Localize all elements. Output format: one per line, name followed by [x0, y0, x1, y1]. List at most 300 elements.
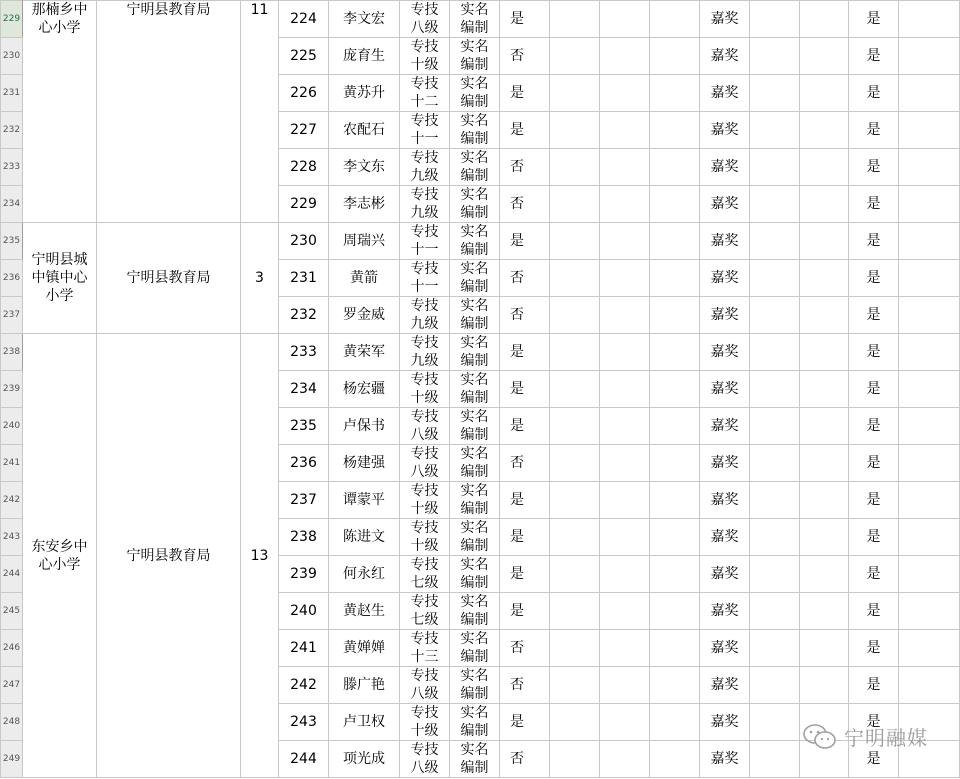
empty-cell[interactable] [650, 186, 700, 223]
type-cell[interactable] [450, 630, 500, 667]
type-cell[interactable] [450, 482, 500, 519]
number-cell[interactable]: 232 [279, 297, 329, 334]
flag-cell[interactable]: 是 [500, 1, 550, 38]
award-cell[interactable]: 嘉奖 [700, 149, 750, 186]
empty-cell[interactable] [800, 112, 849, 149]
title-cell[interactable] [400, 297, 450, 334]
number-cell[interactable]: 238 [279, 519, 329, 556]
empty-cell[interactable] [800, 408, 849, 445]
flag-cell[interactable]: 是 [500, 75, 550, 112]
empty-cell[interactable] [650, 667, 700, 704]
result-cell[interactable]: 是 [849, 260, 899, 297]
empty-cell[interactable] [650, 38, 700, 75]
name-cell[interactable]: 杨建强 [329, 445, 400, 482]
result-cell[interactable]: 是 [849, 149, 899, 186]
title-cell[interactable] [400, 667, 450, 704]
empty-cell[interactable] [899, 260, 960, 297]
number-cell[interactable]: 239 [279, 556, 329, 593]
flag-cell[interactable]: 否 [500, 667, 550, 704]
empty-cell[interactable] [550, 741, 600, 778]
empty-cell[interactable] [800, 445, 849, 482]
row-header[interactable]: 231 [1, 75, 23, 112]
empty-cell[interactable] [650, 593, 700, 630]
empty-cell[interactable] [600, 593, 650, 630]
type-cell[interactable] [450, 519, 500, 556]
name-cell[interactable]: 罗金威 [329, 297, 400, 334]
name-cell[interactable]: 周瑞兴 [329, 223, 400, 260]
flag-cell[interactable]: 是 [500, 593, 550, 630]
empty-cell[interactable] [550, 408, 600, 445]
empty-cell[interactable] [800, 149, 849, 186]
empty-cell[interactable] [650, 112, 700, 149]
count-cell[interactable]: 11 [241, 1, 279, 223]
empty-cell[interactable] [899, 297, 960, 334]
result-cell[interactable]: 是 [849, 667, 899, 704]
type-cell[interactable] [450, 186, 500, 223]
empty-cell[interactable] [550, 630, 600, 667]
empty-cell[interactable] [899, 556, 960, 593]
title-cell[interactable] [400, 741, 450, 778]
flag-cell[interactable]: 是 [500, 371, 550, 408]
award-cell[interactable]: 嘉奖 [700, 630, 750, 667]
award-cell[interactable]: 嘉奖 [700, 297, 750, 334]
empty-cell[interactable] [750, 297, 800, 334]
empty-cell[interactable] [650, 297, 700, 334]
award-cell[interactable]: 嘉奖 [700, 408, 750, 445]
empty-cell[interactable] [800, 223, 849, 260]
empty-cell[interactable] [800, 1, 849, 38]
empty-cell[interactable] [750, 112, 800, 149]
award-cell[interactable]: 嘉奖 [700, 112, 750, 149]
result-cell[interactable]: 是 [849, 112, 899, 149]
award-cell[interactable]: 嘉奖 [700, 482, 750, 519]
flag-cell[interactable]: 否 [500, 445, 550, 482]
empty-cell[interactable] [800, 260, 849, 297]
empty-cell[interactable] [750, 334, 800, 371]
empty-cell[interactable] [650, 408, 700, 445]
empty-cell[interactable] [650, 371, 700, 408]
empty-cell[interactable] [550, 149, 600, 186]
empty-cell[interactable] [800, 519, 849, 556]
empty-cell[interactable] [750, 260, 800, 297]
empty-cell[interactable] [899, 408, 960, 445]
flag-cell[interactable]: 是 [500, 704, 550, 741]
empty-cell[interactable] [550, 667, 600, 704]
empty-cell[interactable] [800, 556, 849, 593]
name-cell[interactable]: 项光成 [329, 741, 400, 778]
flag-cell[interactable]: 是 [500, 223, 550, 260]
empty-cell[interactable] [899, 630, 960, 667]
title-cell[interactable] [400, 556, 450, 593]
empty-cell[interactable] [650, 704, 700, 741]
empty-cell[interactable] [800, 482, 849, 519]
empty-cell[interactable] [750, 741, 800, 778]
flag-cell[interactable]: 否 [500, 630, 550, 667]
empty-cell[interactable] [650, 1, 700, 38]
empty-cell[interactable] [600, 1, 650, 38]
empty-cell[interactable] [550, 112, 600, 149]
empty-cell[interactable] [650, 223, 700, 260]
row-header[interactable]: 249 [1, 741, 23, 778]
empty-cell[interactable] [550, 556, 600, 593]
empty-cell[interactable] [600, 297, 650, 334]
type-cell[interactable] [450, 593, 500, 630]
type-cell[interactable] [450, 260, 500, 297]
result-cell[interactable]: 是 [849, 223, 899, 260]
empty-cell[interactable] [750, 371, 800, 408]
empty-cell[interactable] [899, 334, 960, 371]
row-header[interactable]: 230 [1, 38, 23, 75]
type-cell[interactable] [450, 75, 500, 112]
type-cell[interactable] [450, 297, 500, 334]
flag-cell[interactable]: 是 [500, 519, 550, 556]
result-cell[interactable]: 是 [849, 704, 899, 741]
empty-cell[interactable] [899, 371, 960, 408]
name-cell[interactable]: 李志彬 [329, 186, 400, 223]
type-cell[interactable] [450, 445, 500, 482]
empty-cell[interactable] [899, 445, 960, 482]
award-cell[interactable]: 嘉奖 [700, 334, 750, 371]
name-cell[interactable]: 卢保书 [329, 408, 400, 445]
empty-cell[interactable] [550, 519, 600, 556]
title-cell[interactable] [400, 519, 450, 556]
empty-cell[interactable] [800, 297, 849, 334]
empty-cell[interactable] [800, 371, 849, 408]
award-cell[interactable]: 嘉奖 [700, 556, 750, 593]
empty-cell[interactable] [600, 704, 650, 741]
empty-cell[interactable] [600, 445, 650, 482]
empty-cell[interactable] [600, 186, 650, 223]
empty-cell[interactable] [800, 186, 849, 223]
title-cell[interactable] [400, 149, 450, 186]
title-cell[interactable] [400, 482, 450, 519]
row-header[interactable]: 241 [1, 445, 23, 482]
result-cell[interactable]: 是 [849, 75, 899, 112]
empty-cell[interactable] [899, 75, 960, 112]
number-cell[interactable]: 228 [279, 149, 329, 186]
number-cell[interactable]: 235 [279, 408, 329, 445]
empty-cell[interactable] [600, 482, 650, 519]
number-cell[interactable]: 226 [279, 75, 329, 112]
empty-cell[interactable] [550, 75, 600, 112]
empty-cell[interactable] [550, 297, 600, 334]
empty-cell[interactable] [800, 38, 849, 75]
title-cell[interactable] [400, 408, 450, 445]
bureau-cell[interactable]: 宁明县教育局 [97, 1, 241, 223]
result-cell[interactable]: 是 [849, 38, 899, 75]
empty-cell[interactable] [750, 223, 800, 260]
title-cell[interactable] [400, 593, 450, 630]
name-cell[interactable]: 黄苏升 [329, 75, 400, 112]
row-header[interactable]: 243 [1, 519, 23, 556]
name-cell[interactable]: 卢卫权 [329, 704, 400, 741]
empty-cell[interactable] [600, 149, 650, 186]
empty-cell[interactable] [750, 445, 800, 482]
award-cell[interactable]: 嘉奖 [700, 260, 750, 297]
number-cell[interactable]: 241 [279, 630, 329, 667]
row-header[interactable]: 240 [1, 408, 23, 445]
empty-cell[interactable] [800, 630, 849, 667]
empty-cell[interactable] [650, 149, 700, 186]
result-cell[interactable]: 是 [849, 630, 899, 667]
flag-cell[interactable]: 否 [500, 149, 550, 186]
name-cell[interactable]: 黄荣军 [329, 334, 400, 371]
empty-cell[interactable] [899, 667, 960, 704]
row-header[interactable]: 239 [1, 371, 23, 408]
number-cell[interactable]: 243 [279, 704, 329, 741]
empty-cell[interactable] [750, 593, 800, 630]
empty-cell[interactable] [750, 519, 800, 556]
name-cell[interactable]: 李文东 [329, 149, 400, 186]
type-cell[interactable] [450, 1, 500, 38]
title-cell[interactable] [400, 445, 450, 482]
empty-cell[interactable] [899, 38, 960, 75]
award-cell[interactable]: 嘉奖 [700, 704, 750, 741]
row-header[interactable]: 234 [1, 186, 23, 223]
empty-cell[interactable] [550, 593, 600, 630]
empty-cell[interactable] [650, 556, 700, 593]
bureau-cell[interactable]: 宁明县教育局 [97, 223, 241, 334]
empty-cell[interactable] [800, 593, 849, 630]
title-cell[interactable] [400, 630, 450, 667]
number-cell[interactable]: 242 [279, 667, 329, 704]
empty-cell[interactable] [550, 1, 600, 38]
empty-cell[interactable] [600, 260, 650, 297]
empty-cell[interactable] [600, 630, 650, 667]
result-cell[interactable]: 是 [849, 408, 899, 445]
empty-cell[interactable] [550, 704, 600, 741]
title-cell[interactable] [400, 334, 450, 371]
title-cell[interactable] [400, 223, 450, 260]
result-cell[interactable]: 是 [849, 371, 899, 408]
empty-cell[interactable] [600, 667, 650, 704]
empty-cell[interactable] [650, 519, 700, 556]
row-header[interactable]: 229 [1, 1, 23, 38]
title-cell[interactable] [400, 1, 450, 38]
award-cell[interactable]: 嘉奖 [700, 445, 750, 482]
empty-cell[interactable] [750, 186, 800, 223]
result-cell[interactable]: 是 [849, 519, 899, 556]
row-header[interactable]: 247 [1, 667, 23, 704]
empty-cell[interactable] [899, 519, 960, 556]
empty-cell[interactable] [650, 334, 700, 371]
row-header[interactable]: 232 [1, 112, 23, 149]
empty-cell[interactable] [550, 38, 600, 75]
empty-cell[interactable] [550, 482, 600, 519]
title-cell[interactable] [400, 38, 450, 75]
number-cell[interactable]: 237 [279, 482, 329, 519]
type-cell[interactable] [450, 38, 500, 75]
type-cell[interactable] [450, 667, 500, 704]
empty-cell[interactable] [800, 75, 849, 112]
result-cell[interactable]: 是 [849, 297, 899, 334]
count-cell[interactable]: 13 [241, 334, 279, 778]
empty-cell[interactable] [899, 593, 960, 630]
empty-cell[interactable] [750, 704, 800, 741]
flag-cell[interactable]: 是 [500, 334, 550, 371]
row-header[interactable]: 237 [1, 297, 23, 334]
title-cell[interactable] [400, 371, 450, 408]
empty-cell[interactable] [550, 371, 600, 408]
title-cell[interactable] [400, 260, 450, 297]
empty-cell[interactable] [750, 1, 800, 38]
empty-cell[interactable] [750, 630, 800, 667]
empty-cell[interactable] [750, 667, 800, 704]
school-cell[interactable]: 宁明县城中镇中心小学 [23, 223, 97, 334]
row-header[interactable]: 244 [1, 556, 23, 593]
type-cell[interactable] [450, 149, 500, 186]
award-cell[interactable]: 嘉奖 [700, 371, 750, 408]
award-cell[interactable]: 嘉奖 [700, 1, 750, 38]
row-header[interactable]: 248 [1, 704, 23, 741]
flag-cell[interactable]: 否 [500, 260, 550, 297]
empty-cell[interactable] [600, 112, 650, 149]
number-cell[interactable]: 225 [279, 38, 329, 75]
empty-cell[interactable] [600, 741, 650, 778]
count-cell[interactable]: 3 [241, 223, 279, 334]
flag-cell[interactable]: 否 [500, 186, 550, 223]
title-cell[interactable] [400, 75, 450, 112]
name-cell[interactable]: 陈进文 [329, 519, 400, 556]
number-cell[interactable]: 229 [279, 186, 329, 223]
award-cell[interactable]: 嘉奖 [700, 741, 750, 778]
type-cell[interactable] [450, 741, 500, 778]
flag-cell[interactable]: 是 [500, 408, 550, 445]
name-cell[interactable]: 滕广艳 [329, 667, 400, 704]
empty-cell[interactable] [899, 223, 960, 260]
result-cell[interactable]: 是 [849, 482, 899, 519]
empty-cell[interactable] [899, 149, 960, 186]
result-cell[interactable]: 是 [849, 186, 899, 223]
type-cell[interactable] [450, 223, 500, 260]
type-cell[interactable] [450, 556, 500, 593]
result-cell[interactable]: 是 [849, 556, 899, 593]
award-cell[interactable]: 嘉奖 [700, 186, 750, 223]
empty-cell[interactable] [600, 556, 650, 593]
award-cell[interactable]: 嘉奖 [700, 38, 750, 75]
empty-cell[interactable] [600, 223, 650, 260]
number-cell[interactable]: 236 [279, 445, 329, 482]
empty-cell[interactable] [650, 260, 700, 297]
result-cell[interactable]: 是 [849, 1, 899, 38]
name-cell[interactable]: 谭蒙平 [329, 482, 400, 519]
name-cell[interactable]: 黄箭 [329, 260, 400, 297]
empty-cell[interactable] [600, 408, 650, 445]
empty-cell[interactable] [650, 445, 700, 482]
award-cell[interactable]: 嘉奖 [700, 667, 750, 704]
row-header[interactable]: 238 [1, 334, 23, 371]
row-header[interactable]: 236 [1, 260, 23, 297]
empty-cell[interactable] [600, 334, 650, 371]
number-cell[interactable]: 240 [279, 593, 329, 630]
empty-cell[interactable] [899, 1, 960, 38]
flag-cell[interactable]: 是 [500, 112, 550, 149]
type-cell[interactable] [450, 112, 500, 149]
empty-cell[interactable] [899, 186, 960, 223]
empty-cell[interactable] [750, 38, 800, 75]
flag-cell[interactable]: 否 [500, 297, 550, 334]
number-cell[interactable]: 244 [279, 741, 329, 778]
award-cell[interactable]: 嘉奖 [700, 519, 750, 556]
empty-cell[interactable] [750, 482, 800, 519]
empty-cell[interactable] [650, 482, 700, 519]
school-cell[interactable]: 那楠乡中心小学 [23, 1, 97, 223]
empty-cell[interactable] [899, 482, 960, 519]
name-cell[interactable]: 杨宏疆 [329, 371, 400, 408]
empty-cell[interactable] [650, 630, 700, 667]
number-cell[interactable]: 224 [279, 1, 329, 38]
number-cell[interactable]: 227 [279, 112, 329, 149]
name-cell[interactable]: 黄婵婵 [329, 630, 400, 667]
row-header[interactable]: 235 [1, 223, 23, 260]
name-cell[interactable]: 李文宏 [329, 1, 400, 38]
empty-cell[interactable] [600, 371, 650, 408]
number-cell[interactable]: 231 [279, 260, 329, 297]
empty-cell[interactable] [550, 334, 600, 371]
empty-cell[interactable] [550, 223, 600, 260]
row-header[interactable]: 246 [1, 630, 23, 667]
empty-cell[interactable] [650, 75, 700, 112]
type-cell[interactable] [450, 371, 500, 408]
empty-cell[interactable] [750, 149, 800, 186]
row-header[interactable]: 242 [1, 482, 23, 519]
result-cell[interactable]: 是 [849, 334, 899, 371]
empty-cell[interactable] [750, 75, 800, 112]
name-cell[interactable]: 庞育生 [329, 38, 400, 75]
award-cell[interactable]: 嘉奖 [700, 593, 750, 630]
award-cell[interactable]: 嘉奖 [700, 75, 750, 112]
empty-cell[interactable] [750, 556, 800, 593]
school-cell[interactable]: 东安乡中心小学 [23, 334, 97, 778]
flag-cell[interactable]: 是 [500, 482, 550, 519]
flag-cell[interactable]: 是 [500, 556, 550, 593]
title-cell[interactable] [400, 704, 450, 741]
number-cell[interactable]: 233 [279, 334, 329, 371]
empty-cell[interactable] [600, 75, 650, 112]
empty-cell[interactable] [550, 260, 600, 297]
wechat-icon [802, 723, 838, 751]
name-cell[interactable]: 黄赵生 [329, 593, 400, 630]
empty-cell[interactable] [600, 38, 650, 75]
flag-cell[interactable]: 否 [500, 38, 550, 75]
bureau-cell[interactable]: 宁明县教育局 [97, 334, 241, 778]
result-cell[interactable]: 是 [849, 445, 899, 482]
empty-cell[interactable] [750, 408, 800, 445]
empty-cell[interactable] [800, 334, 849, 371]
empty-cell[interactable] [600, 519, 650, 556]
title-cell[interactable] [400, 186, 450, 223]
result-cell[interactable]: 是 [849, 741, 899, 778]
type-cell[interactable] [450, 334, 500, 371]
row-header[interactable]: 245 [1, 593, 23, 630]
result-cell[interactable]: 是 [849, 593, 899, 630]
number-cell[interactable]: 230 [279, 223, 329, 260]
type-cell[interactable] [450, 704, 500, 741]
empty-cell[interactable] [650, 741, 700, 778]
title-cell[interactable] [400, 112, 450, 149]
empty-cell[interactable] [800, 667, 849, 704]
type-cell[interactable] [450, 408, 500, 445]
empty-cell[interactable] [899, 112, 960, 149]
flag-cell[interactable]: 否 [500, 741, 550, 778]
row-header[interactable]: 233 [1, 149, 23, 186]
empty-cell[interactable] [550, 186, 600, 223]
empty-cell[interactable] [550, 445, 600, 482]
number-cell[interactable]: 234 [279, 371, 329, 408]
name-cell[interactable]: 农配石 [329, 112, 400, 149]
award-cell[interactable]: 嘉奖 [700, 223, 750, 260]
name-cell[interactable]: 何永红 [329, 556, 400, 593]
